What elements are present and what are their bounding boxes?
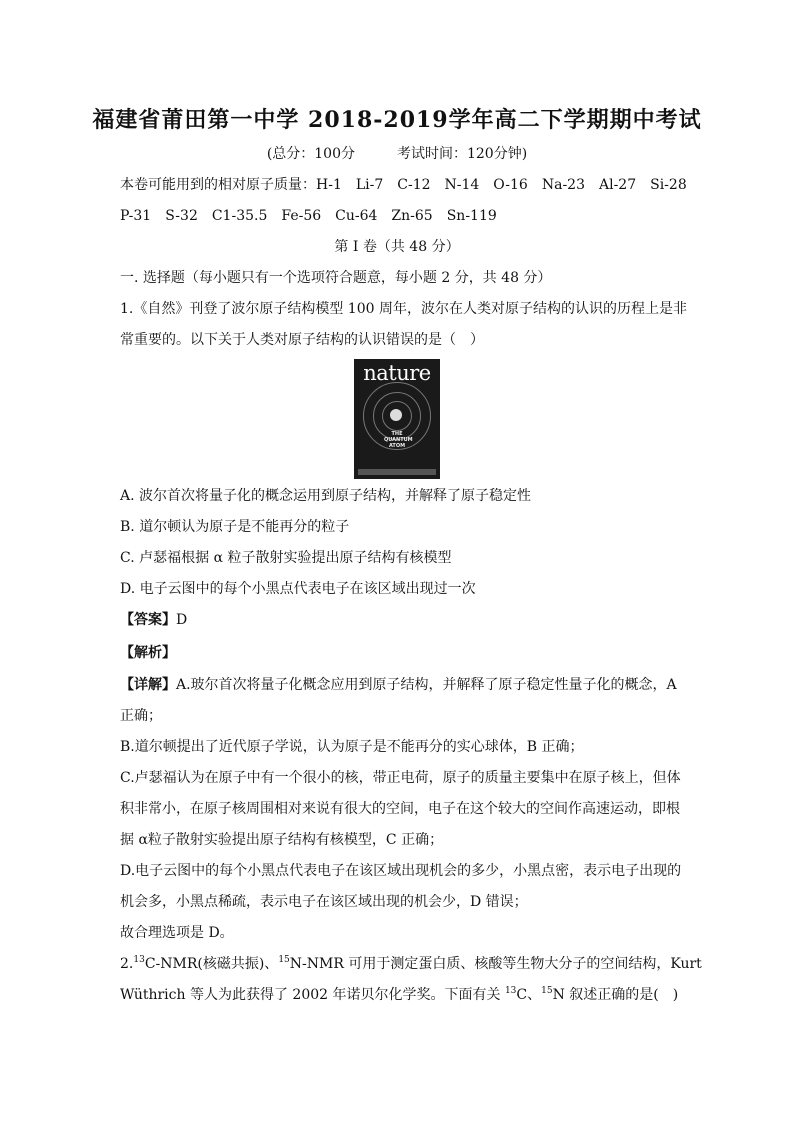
q1-option-b: B. 道尔顿认为原子是不能再分的粒子 bbox=[120, 519, 350, 535]
detail-d-line-1: D.电子云图中的每个小黑点代表电子在该区域出现机会的多少，小黑点密，表示电子出现的 bbox=[120, 863, 682, 879]
detail-c-line-3: 据 α粒子散射实验提出原子结构有核模型，C 正确； bbox=[120, 832, 444, 848]
q1-stem-line-2: 常重要的。以下关于人类对原子结构的认识错误的是（ ） bbox=[120, 332, 484, 348]
q1-answer bbox=[120, 610, 187, 630]
conclusion: 故合理选项是 D。 bbox=[120, 925, 234, 941]
q2-text-2: N-NMR 可用于测定蛋白质、核酸等生物大分子的空间结构，Kurt bbox=[289, 956, 702, 972]
mass-number-c13: 13 bbox=[504, 986, 517, 996]
analysis-label: 【解析】 bbox=[120, 645, 176, 661]
q1-option-d: D. 电子云图中的每个小黑点代表电子在该区域出现过一次 bbox=[120, 581, 476, 597]
q2-stem-line-1 bbox=[120, 954, 702, 974]
q2-text-5: N 叙述正确的是( ) bbox=[552, 987, 679, 1003]
detail-label: 【详解】 bbox=[120, 677, 176, 693]
q2-text-3: Wüthrich 等人为此获得了 2002 年诺贝尔化学奖。下面有关 bbox=[120, 987, 505, 1003]
atomic-masses-line-1: 本卷可能用到的相对原子质量：H-1 Li-7 C-12 N-14 O-16 Na-23 Al-27 Si-28 bbox=[120, 177, 687, 193]
mass-number-n15: 15 bbox=[541, 986, 553, 996]
q2-text-4: C、 bbox=[516, 987, 542, 1003]
q1-option-a: A. 波尔首次将量子化的概念运用到原子结构，并解释了原子稳定性 bbox=[120, 488, 532, 504]
detail-a-text: A.玻尔首次将量子化概念应用到原子结构，并解释了原子稳定性量子化的概念，A bbox=[176, 677, 677, 693]
detail-d-line-2: 机会多，小黑点稀疏，表示电子在该区域出现的机会少，D 错误； bbox=[120, 894, 528, 910]
mass-number-n15: 15 bbox=[278, 955, 290, 965]
q2-text-1: C-NMR(核磁共振)、 bbox=[144, 956, 279, 972]
q2-number: 2. bbox=[120, 956, 134, 972]
detail-c-line-1: C.卢瑟福认为在原子中有一个很小的核，带正电荷，原子的质量主要集中在原子核上，但体 bbox=[120, 770, 681, 786]
cover-footer-strip bbox=[358, 469, 436, 475]
section-heading: 一. 选择题（每小题只有一个选项符合题意，每小题 2 分，共 48 分） bbox=[120, 270, 552, 286]
exam-title: 福建省莆田第一中学 2018-2019学年高二下学期期中考试 bbox=[92, 107, 702, 133]
detail-a-line-2: 正确； bbox=[120, 708, 162, 724]
q1-option-c: C. 卢瑟福根据 α 粒子散射实验提出原子结构有核模型 bbox=[120, 550, 452, 566]
mass-number-c13: 13 bbox=[133, 955, 145, 965]
exam-meta: (总分：100分 考试时间：120分钟) bbox=[266, 146, 528, 162]
atomic-masses-line-2: P-31 S-32 C1-35.5 Fe-56 Cu-64 Zn-65 Sn-119 bbox=[120, 208, 497, 224]
answer-label: 【答案】 bbox=[120, 612, 176, 628]
detail-a-line-1 bbox=[120, 675, 677, 695]
nature-cover-image bbox=[354, 359, 440, 479]
cover-headline: THE QUANTUM ATOM bbox=[384, 431, 413, 449]
answer-value: D bbox=[176, 612, 188, 628]
q2-stem-line-2 bbox=[120, 985, 678, 1005]
part-heading: 第 I 卷（共 48 分） bbox=[334, 239, 460, 255]
detail-c-line-2: 积非常小，在原子核周围相对来说有很大的空间，电子在这个较大的空间作高速运动，即根 bbox=[120, 801, 680, 817]
detail-b: B.道尔顿提出了近代原子学说，认为原子是不能再分的实心球体，B 正确； bbox=[120, 739, 584, 755]
atom-nucleus-icon bbox=[390, 409, 402, 421]
q1-stem-line-1: 1.《自然》刊登了波尔原子结构模型 100 周年，波尔在人类对原子结构的认识的历程上是非 bbox=[120, 301, 687, 317]
cover-masthead: nature bbox=[363, 361, 431, 385]
